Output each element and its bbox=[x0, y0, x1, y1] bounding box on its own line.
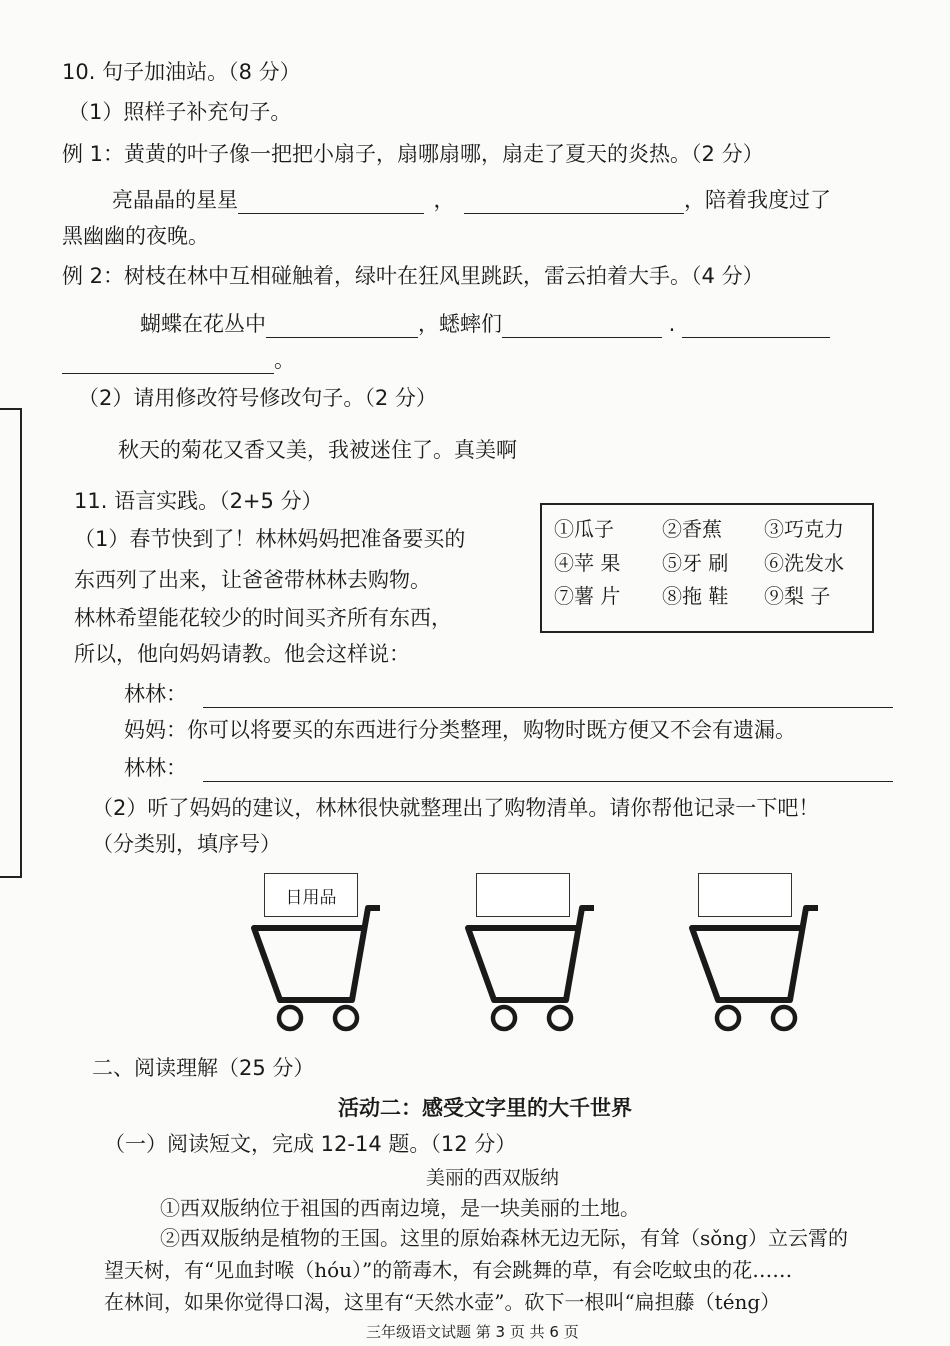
q11-p1-line4: 所以，他向妈妈请教。他会这样说： bbox=[74, 642, 410, 666]
margin-bracket bbox=[0, 408, 22, 878]
item-7: ⑦薯 片 bbox=[554, 584, 621, 608]
item-8: ⑧拖 鞋 bbox=[662, 584, 729, 608]
item-5: ⑤牙 刷 bbox=[662, 551, 729, 575]
shopping-cart-icon-3 bbox=[678, 880, 838, 1040]
q10-fill2 bbox=[140, 310, 830, 338]
fill2-mid: ，蟋蟀们 bbox=[418, 312, 502, 336]
fill1-start: 亮晶晶的星星 bbox=[112, 188, 238, 212]
answer-blank-1[interactable] bbox=[238, 191, 424, 214]
fill1-comma: ， bbox=[433, 188, 455, 212]
shopping-items-box bbox=[540, 503, 874, 633]
q11-p1-line3: 林林希望能花较少的时间买齐所有东西， bbox=[74, 606, 452, 630]
answer-blank-dialog-1[interactable] bbox=[203, 685, 893, 708]
dialog-speaker-2: 林林： bbox=[124, 756, 187, 780]
activity-title: 活动二：感受文字里的大千世界 bbox=[338, 1096, 632, 1120]
q10-fill1 bbox=[112, 186, 831, 214]
answer-blank-dialog-2[interactable] bbox=[203, 759, 893, 782]
q10-sentence: 秋天的菊花又香又美，我被迷住了。真美啊 bbox=[118, 438, 517, 462]
dialog-speaker-1: 林林： bbox=[124, 682, 187, 706]
q11-p1-line2: 东西列了出来，让爸爸带林林去购物。 bbox=[74, 568, 431, 592]
passage-title: 美丽的西双版纳 bbox=[426, 1167, 560, 1189]
q10-example2: 例 2：树枝在林中互相碰触着，绿叶在狂风里跳跃，雷云拍着大手。（4 分） bbox=[62, 264, 764, 288]
dialog-linlin-1 bbox=[124, 680, 893, 708]
passage-para2-line3: 在林间，如果你觉得口渴，这里有“天然水壶”。砍下一根叫“扁担藤（téng） bbox=[104, 1290, 781, 1314]
answer-blank-3[interactable] bbox=[266, 315, 418, 338]
fill2-start: 蝴蝶在花丛中 bbox=[140, 312, 266, 336]
answer-blank-2[interactable] bbox=[464, 191, 684, 214]
item-3: ③巧克力 bbox=[764, 517, 844, 541]
fill2-dot: . bbox=[668, 312, 676, 336]
fill1-end: ，陪着我度过了 bbox=[684, 188, 831, 212]
q10-fill2-line2 bbox=[62, 346, 295, 374]
item-1: ①瓜子 bbox=[554, 517, 614, 541]
cart-label-1[interactable]: 日用品 bbox=[264, 873, 358, 917]
answer-blank-5[interactable] bbox=[682, 315, 830, 338]
q11-p2-line1: （2）听了妈妈的建议，林林很快就整理出了购物清单。请你帮他记录一下吧！ bbox=[92, 796, 820, 820]
reading-subtitle: （一）阅读短文，完成 12-14 题。（12 分） bbox=[104, 1132, 517, 1156]
page-footer: 三年级语文试题 第 3 页 共 6 页 bbox=[366, 1323, 579, 1341]
passage-para1: ①西双版纳位于祖国的西南边境，是一块美丽的土地。 bbox=[160, 1196, 640, 1220]
q10-part1: （1）照样子补充句子。 bbox=[68, 100, 292, 124]
q10-title: 10. 句子加油站。（8 分） bbox=[62, 60, 301, 84]
shopping-cart-icon-1 bbox=[240, 880, 400, 1040]
fill2-end: 。 bbox=[274, 348, 295, 372]
item-6: ⑥洗发水 bbox=[764, 551, 844, 575]
q11-p2-line2: （分类别，填序号） bbox=[92, 832, 281, 856]
item-9: ⑨梨 子 bbox=[764, 584, 831, 608]
q11-p1-line1: （1）春节快到了！林林妈妈把准备要买的 bbox=[74, 527, 466, 551]
section2-title: 二、阅读理解（25 分） bbox=[92, 1056, 315, 1080]
shopping-cart-icon-2 bbox=[454, 880, 614, 1040]
q10-example1: 例 1：黄黄的叶子像一把把小扇子，扇哪扇哪，扇走了夏天的炎热。（2 分） bbox=[62, 142, 764, 166]
q10-fill1-line2: 黑幽幽的夜晚。 bbox=[62, 224, 209, 248]
q11-title: 11. 语言实践。（2+5 分） bbox=[74, 489, 323, 513]
passage-para2-line1: ②西双版纳是植物的王国。这里的原始森林无边无际，有耸（sǒng）立云霄的 bbox=[160, 1226, 848, 1250]
passage-para2-line2: 望天树，有“见血封喉（hóu）”的箭毒木，有会跳舞的草，有会吃蚊虫的花…… bbox=[104, 1258, 793, 1282]
answer-blank-4[interactable] bbox=[502, 315, 662, 338]
answer-blank-6[interactable] bbox=[62, 351, 274, 374]
dialog-linlin-2 bbox=[124, 754, 893, 782]
q10-part2: （2）请用修改符号修改句子。（2 分） bbox=[78, 386, 437, 410]
item-4: ④苹 果 bbox=[554, 551, 621, 575]
dialog-mom: 妈妈：你可以将要买的东西进行分类整理，购物时既方便又不会有遗漏。 bbox=[124, 718, 796, 742]
item-2: ②香蕉 bbox=[662, 517, 722, 541]
